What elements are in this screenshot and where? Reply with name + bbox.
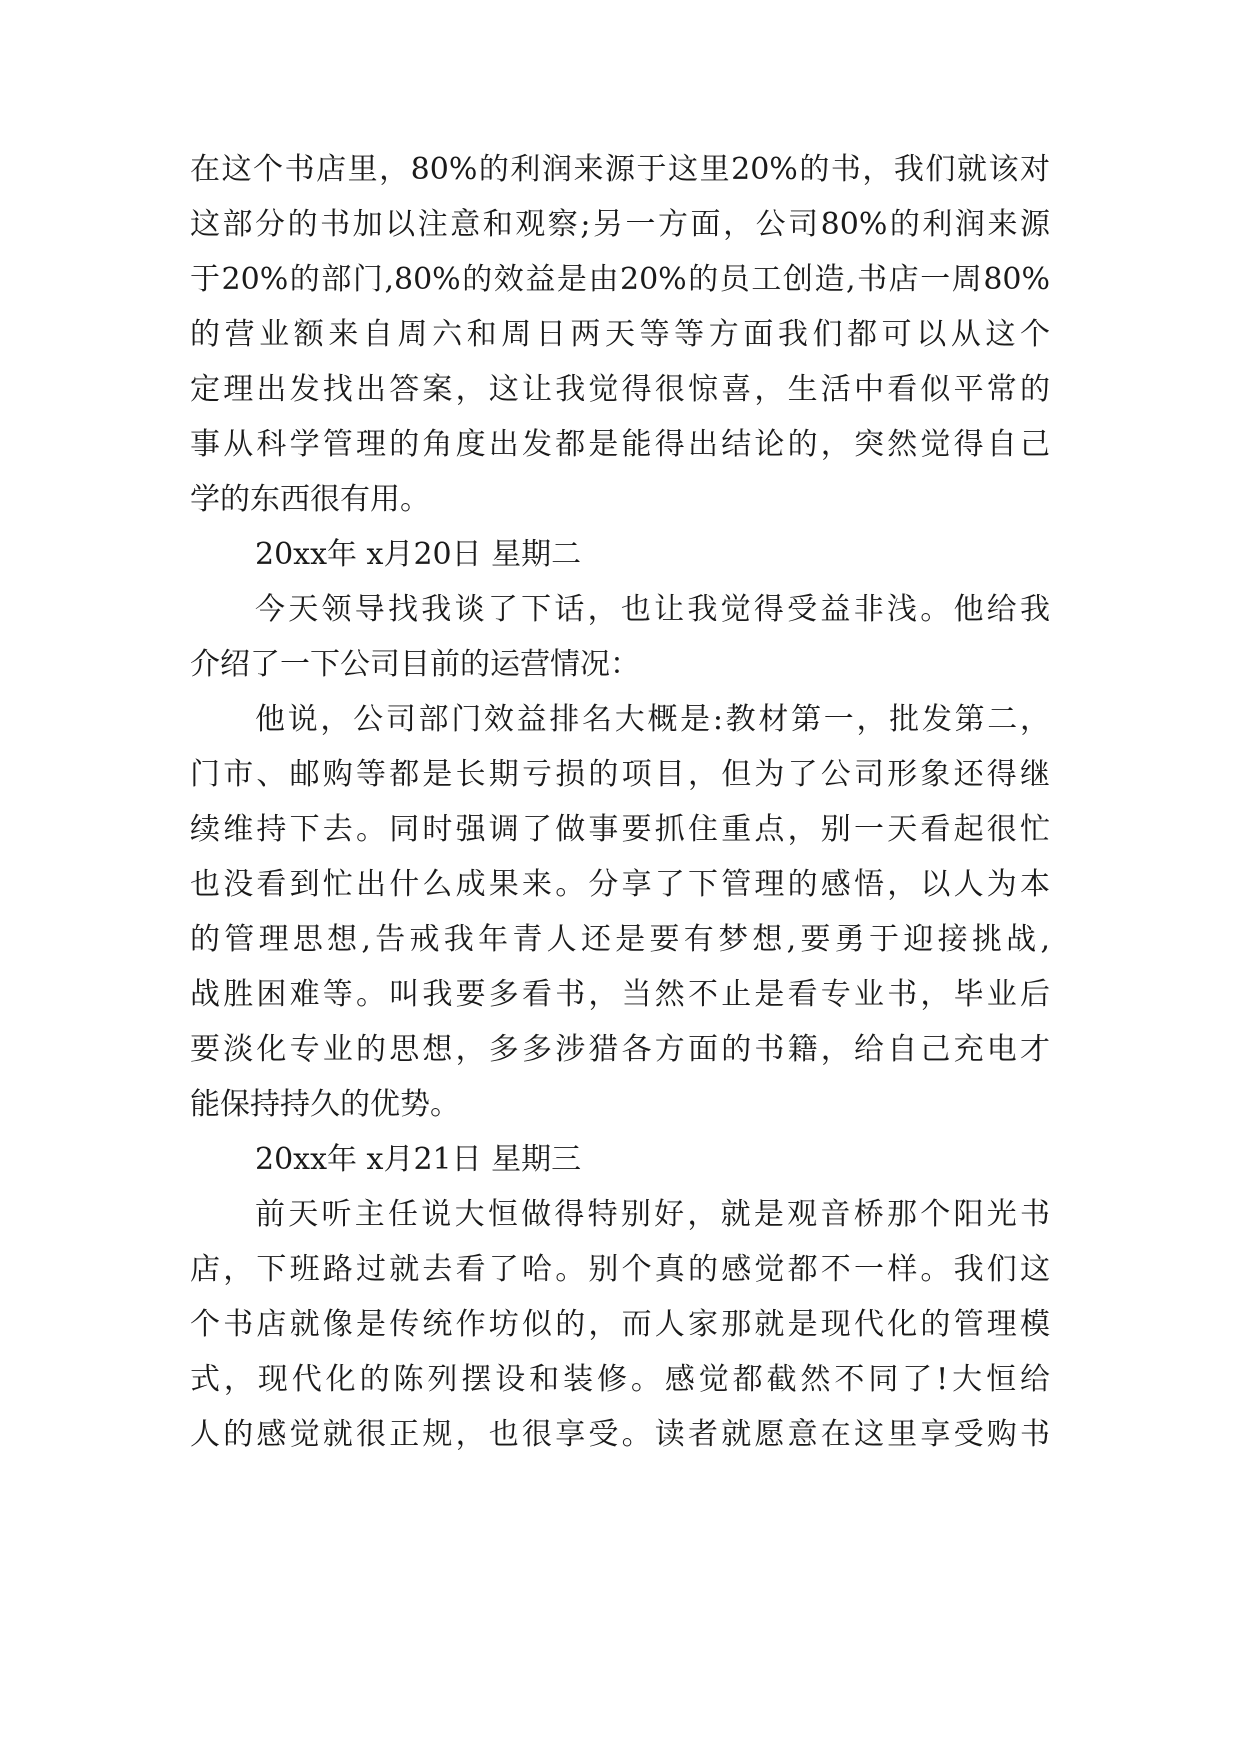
text-line: 定理出发找出答案，这让我觉得很惊喜，生活中看似平常的 bbox=[190, 372, 1050, 407]
text-line: 介绍了一下公司目前的运营情况： bbox=[190, 647, 640, 682]
text-line: 前天听主任说大恒做得特别好，就是观音桥那个阳光书 bbox=[255, 1197, 1050, 1232]
text-line: 能保持持久的优势。 bbox=[190, 1087, 460, 1122]
text-line: 的管理思想,告戒我年青人还是要有梦想,要勇于迎接挑战, bbox=[190, 922, 1050, 957]
date-heading: 20xx年 x月21日 星期三 bbox=[255, 1142, 582, 1177]
text-line: 要淡化专业的思想，多多涉猎各方面的书籍，给自己充电才 bbox=[190, 1032, 1050, 1067]
text-line: 店，下班路过就去看了哈。别个真的感觉都不一样。我们这 bbox=[190, 1252, 1050, 1287]
text-line: 战胜困难等。叫我要多看书，当然不止是看专业书，毕业后 bbox=[190, 977, 1050, 1012]
text-line: 人的感觉就很正规，也很享受。读者就愿意在这里享受购书 bbox=[190, 1417, 1050, 1452]
text-line: 式，现代化的陈列摆设和装修。感觉都截然不同了!大恒给 bbox=[190, 1362, 1050, 1397]
text-line: 事从科学管理的角度出发都是能得出结论的，突然觉得自己 bbox=[190, 427, 1050, 462]
text-line: 个书店就像是传统作坊似的，而人家那就是现代化的管理模 bbox=[190, 1307, 1050, 1342]
text-line: 他说，公司部门效益排名大概是:教材第一，批发第二， bbox=[255, 702, 1050, 737]
text-line: 今天领导找我谈了下话，也让我觉得受益非浅。他给我 bbox=[255, 592, 1050, 627]
text-line: 续维持下去。同时强调了做事要抓住重点，别一天看起很忙 bbox=[190, 812, 1050, 847]
text-line: 也没看到忙出什么成果来。分享了下管理的感悟，以人为本 bbox=[190, 867, 1050, 902]
date-heading: 20xx年 x月20日 星期二 bbox=[255, 537, 582, 572]
text-line: 这部分的书加以注意和观察;另一方面，公司80%的利润来源 bbox=[190, 207, 1050, 242]
text-line: 的营业额来自周六和周日两天等等方面我们都可以从这个 bbox=[190, 317, 1050, 352]
text-line: 在这个书店里，80%的利润来源于这里20%的书，我们就该对 bbox=[190, 152, 1050, 187]
text-line: 门市、邮购等都是长期亏损的项目，但为了公司形象还得继 bbox=[190, 757, 1050, 792]
text-line: 于20%的部门,80%的效益是由20%的员工创造,书店一周80% bbox=[190, 262, 1050, 297]
text-line: 学的东西很有用。 bbox=[190, 482, 430, 517]
